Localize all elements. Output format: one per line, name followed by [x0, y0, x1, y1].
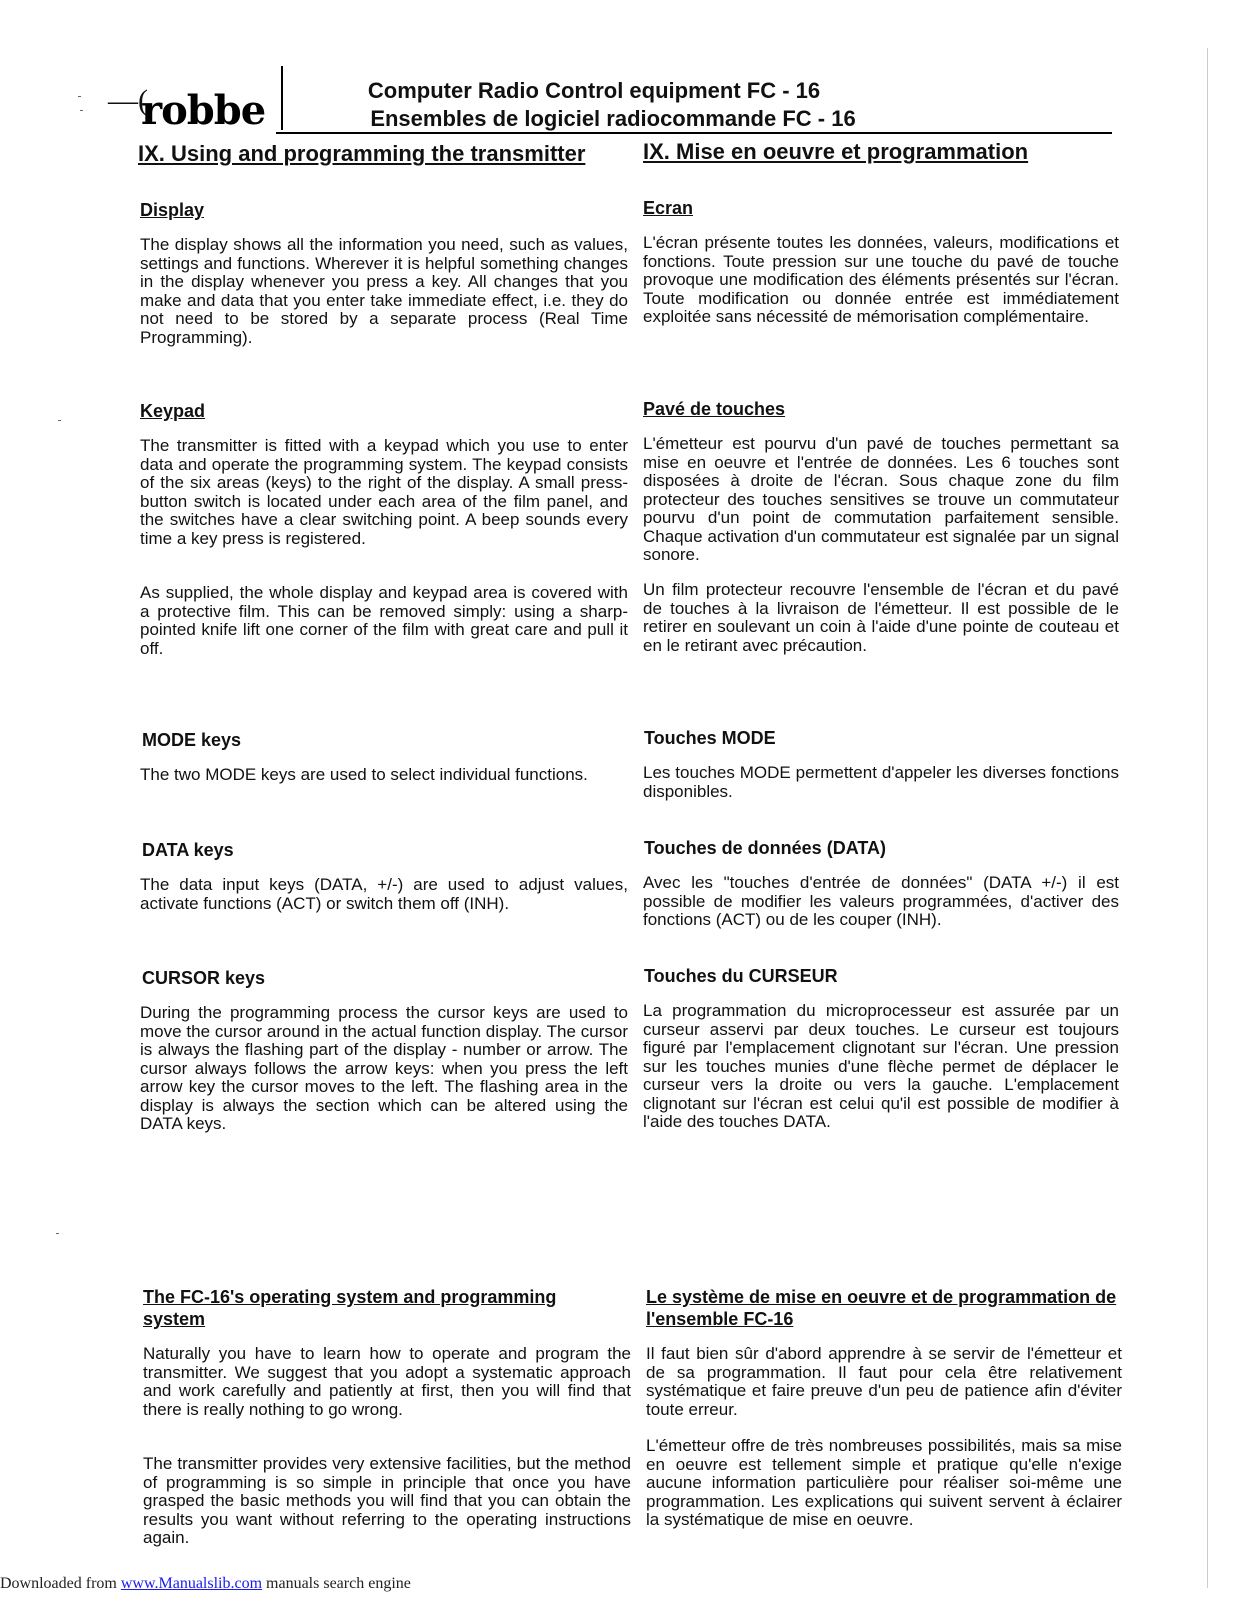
left-display-paragraph: The display shows all the information you need, such as values, settings and functions. Wherever it is helpful something changes in the display whenever you press a key. All changes that you make and data that you enter take immediate effect, i.e. they do not need to be stored by a separate process (Real Time Programming). [140, 235, 628, 347]
robbe-logo: robbe [141, 87, 266, 134]
footer-suffix: manuals search engine [262, 1575, 411, 1592]
right-section-title: IX. Mise en oeuvre et programmation [643, 139, 1029, 164]
right-ecran-heading: Ecran [643, 198, 694, 218]
left-data-heading: DATA keys [142, 840, 234, 860]
right-pave-heading: Pavé de touches [643, 399, 786, 419]
scan-mark [80, 110, 83, 111]
footer-prefix: Downloaded from [0, 1575, 121, 1592]
right-ecran-paragraph: L'écran présente toutes les données, valeurs, modifications et fonctions. Toute pression sur une touche du pavé de touche provoque une modification des éléments présentés sur l'écran. Toute modification ou donnée entrée est immédiatement exploitée sans nécessité de mémorisation complémentaire. [643, 233, 1119, 326]
right-mode-heading: Touches MODE [644, 728, 776, 748]
page-edge [1207, 48, 1208, 1588]
left-keypad-paragraph-2: As supplied, the whole display and keypad area is covered with a protective film. This can be removed simply: using a sharp-pointed knife lift one corner of the film with great care and pull it off. [140, 583, 628, 658]
right-cursor-paragraph: La programmation du microprocesseur est assurée par un curseur asservi par deux touches. Le curseur est toujours figuré par l'emplacement clignotant sur l'écran. Une pression sur les touches munies d'une flèche permet de déplacer le curseur vers la droite ou vers la gauche. L'emplacement clignotant sur l'écran est celui qu'il est possible de modifier à l'aide des touches DATA. [643, 1001, 1119, 1131]
left-os-heading: The FC-16's operating system and programming system [143, 1287, 557, 1329]
right-pave-paragraph-2: Un film protecteur recouvre l'ensemble de l'écran et du pavé de touches à la livraison de l'émetteur. Il est possible de le retirer en soulevant un coin à l'aide d'une pointe de couteau et en le retirant avec précaution. [643, 580, 1119, 655]
left-mode-paragraph: The two MODE keys are used to select individual functions. [140, 765, 588, 784]
right-os-heading: Le système de mise en oeuvre et de programmation de l'ensemble FC-16 [646, 1287, 1117, 1329]
footer-link[interactable]: www.Manualslib.com [120, 1575, 263, 1592]
left-data-paragraph: The data input keys (DATA, +/-) are used to adjust values, activate functions (ACT) or switch them off (INH). [140, 875, 628, 913]
left-cursor-heading: CURSOR keys [142, 968, 266, 988]
left-display-heading: Display [140, 200, 205, 220]
right-os-paragraph-2: L'émetteur offre de très nombreuses possibilités, mais sa mise en oeuvre est tellement simple et pratique qu'elle n'exige aucune information particulière pour réaliser soi-même une programmation. Les explications qui suivent servent à éclairer la systématique de mise en oeuvre. [646, 1436, 1122, 1529]
header-title-english: Computer Radio Control equipment FC - 16 [367, 78, 821, 103]
right-mode-paragraph: Les touches MODE permettent d'appeler les diverses fonctions disponibles. [643, 763, 1119, 801]
right-os-paragraph-1: Il faut bien sûr d'abord apprendre à se servir de l'émetteur et de sa programmation. Il faut pour cela être relativement systématique et faire preuve d'un peu de patience afin d'éviter toute erreur. [646, 1344, 1122, 1419]
left-os-paragraph-1: Naturally you have to learn how to operate and program the transmitter. We suggest that you adopt a systematic approach and work carefully and patiently at first, then you will find that there is really nothing to go wrong. [143, 1344, 631, 1419]
scan-mark [78, 96, 81, 97]
scan-mark [56, 1233, 59, 1234]
left-cursor-paragraph: During the programming process the cursor keys are used to move the cursor around in the actual function display. The cursor is always the flashing part of the display - number or arrow. The cursor always follows the arrow keys: when you press the left arrow key the cursor moves to the left. The flashing area in the display is always the section which can be altered using the DATA keys. [140, 1003, 628, 1133]
right-data-paragraph: Avec les "touches d'entrée de données" (DATA +/-) il est possible de modifier les valeurs programmées, d'activer des fonctions (ACT) ou de les couper (INH). [643, 873, 1119, 929]
header-rule [276, 132, 1112, 134]
left-section-title: IX. Using and programming the transmitter [138, 141, 586, 166]
left-os-paragraph-2: The transmitter provides very extensive facilities, but the method of programming is so simple in principle that once you have grasped the basic methods you will find that you can obtain the results you want without referring to the operating instructions again. [143, 1454, 631, 1547]
footer [0, 1574, 411, 1594]
left-keypad-paragraph-1: The transmitter is fitted with a keypad which you use to enter data and operate the programming system. The keypad consists of the six areas (keys) to the right of the display. A small press-button switch is located under each area of the film panel, and the switches have a clear switching point. A beep sounds every time a key press is registered. [140, 436, 628, 548]
right-data-heading: Touches de données (DATA) [644, 838, 887, 858]
left-mode-heading: MODE keys [142, 730, 242, 750]
logo-mark-icon: —( [108, 84, 148, 117]
header-title-french: Ensembles de logiciel radiocommande FC - 16 [370, 106, 856, 131]
left-keypad-heading: Keypad [140, 401, 206, 421]
right-pave-paragraph-1: L'émetteur est pourvu d'un pavé de touches permettant sa mise en oeuvre et l'entrée de données. Les 6 touches sont disposées à droite de l'écran. Sous chaque zone du film protecteur des touches sensitives se trouve un commutateur pourvu d'un point de commutation parfaitement sensible. Chaque activation d'un commutateur est signalée par un signal sonore. [643, 434, 1119, 564]
scan-mark [58, 420, 61, 421]
header-divider [281, 66, 283, 130]
right-cursor-heading: Touches du CURSEUR [644, 966, 838, 986]
